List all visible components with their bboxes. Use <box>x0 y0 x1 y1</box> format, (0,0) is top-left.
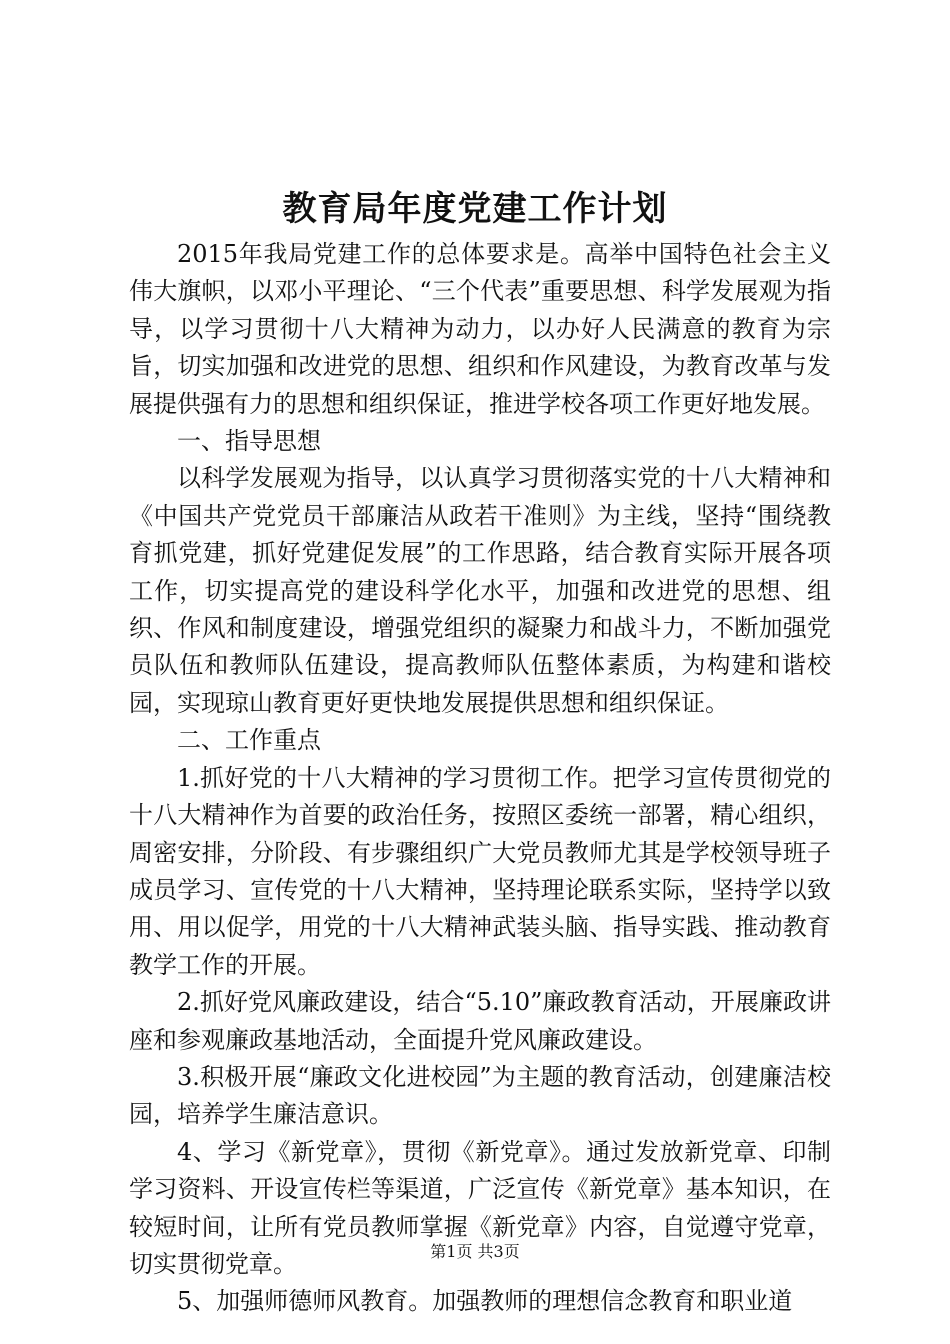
paragraph-intro: 2015年我局党建工作的总体要求是。高举中国特色社会主义伟大旗帜，以邓小平理论、“三个代表”重要思想、科学发展观为指导，以学习贯彻十八大精神为动力，以办好人民满意的教育为宗旨，切实加强和改进党的思想、组织和作风建设，为教育改革与发展提供强有力的思想和组织保证，推进学校各项工作更好地发展。 <box>129 240 831 418</box>
document-title: 教育局年度党建工作计划 <box>282 189 668 229</box>
paragraph-item-1: 1.抓好党的十八大精神的学习贯彻工作。把学习宣传贯彻党的十八大精神作为首要的政治任务，按照区委统一部署，精心组织，周密安排，分阶段、有步骤组织广大党员教师尤其是学校领导班子成员学习、宣传党的十八大精神，坚持理论联系实际，坚持学以致用、用以促学，用党的十八大精神武装头脑、指导实践、推动教育教学工作的开展。 <box>129 763 831 979</box>
paragraph-item-2: 2.抓好党风廉政建设，结合“5.10”廉政教育活动，开展廉政讲座和参观廉政基地活动，全面提升党风廉政建设。 <box>129 988 831 1054</box>
page-footer: 第1页 共3页 <box>430 1242 520 1261</box>
paragraph-item-4: 4、学习《新党章》，贯彻《新党章》。通过发放新党章、印制学习资料、开设宣传栏等渠道，广泛宣传《新党章》基本知识，在较短时间，让所有党员教师掌握《新党章》内容，自觉遵守党章，切实贯彻党章。 <box>129 1137 831 1278</box>
section-heading-guiding-ideology: 一、指导思想 <box>177 427 321 456</box>
paragraph-item-5: 5、加强师德师风教育。加强教师的理想信念教育和职业道 <box>177 1287 793 1316</box>
section-heading-work-focus: 二、工作重点 <box>177 726 321 755</box>
paragraph-item-3: 3.积极开展“廉政文化进校园”为主题的教育活动，创建廉洁校园，培养学生廉洁意识。 <box>129 1062 831 1129</box>
paragraph-guiding-ideology: 以科学发展观为指导，以认真学习贯彻落实党的十八大精神和《中国共产党党员干部廉洁从政若干准则》为主线，坚持“围绕教育抓党建，抓好党建促发展”的工作思路，结合教育实际开展各项工作，切实提高党的建设科学化水平，加强和改进党的思想、组织、作风和制度建设，增强党组织的凝聚力和战斗力，不断加强党员队伍和教师队伍建设，提高教师队伍整体素质，为构建和谐校园，实现琼山教育更好更快地发展提供思想和组织保证。 <box>129 464 831 717</box>
document-body <box>129 236 831 1321</box>
